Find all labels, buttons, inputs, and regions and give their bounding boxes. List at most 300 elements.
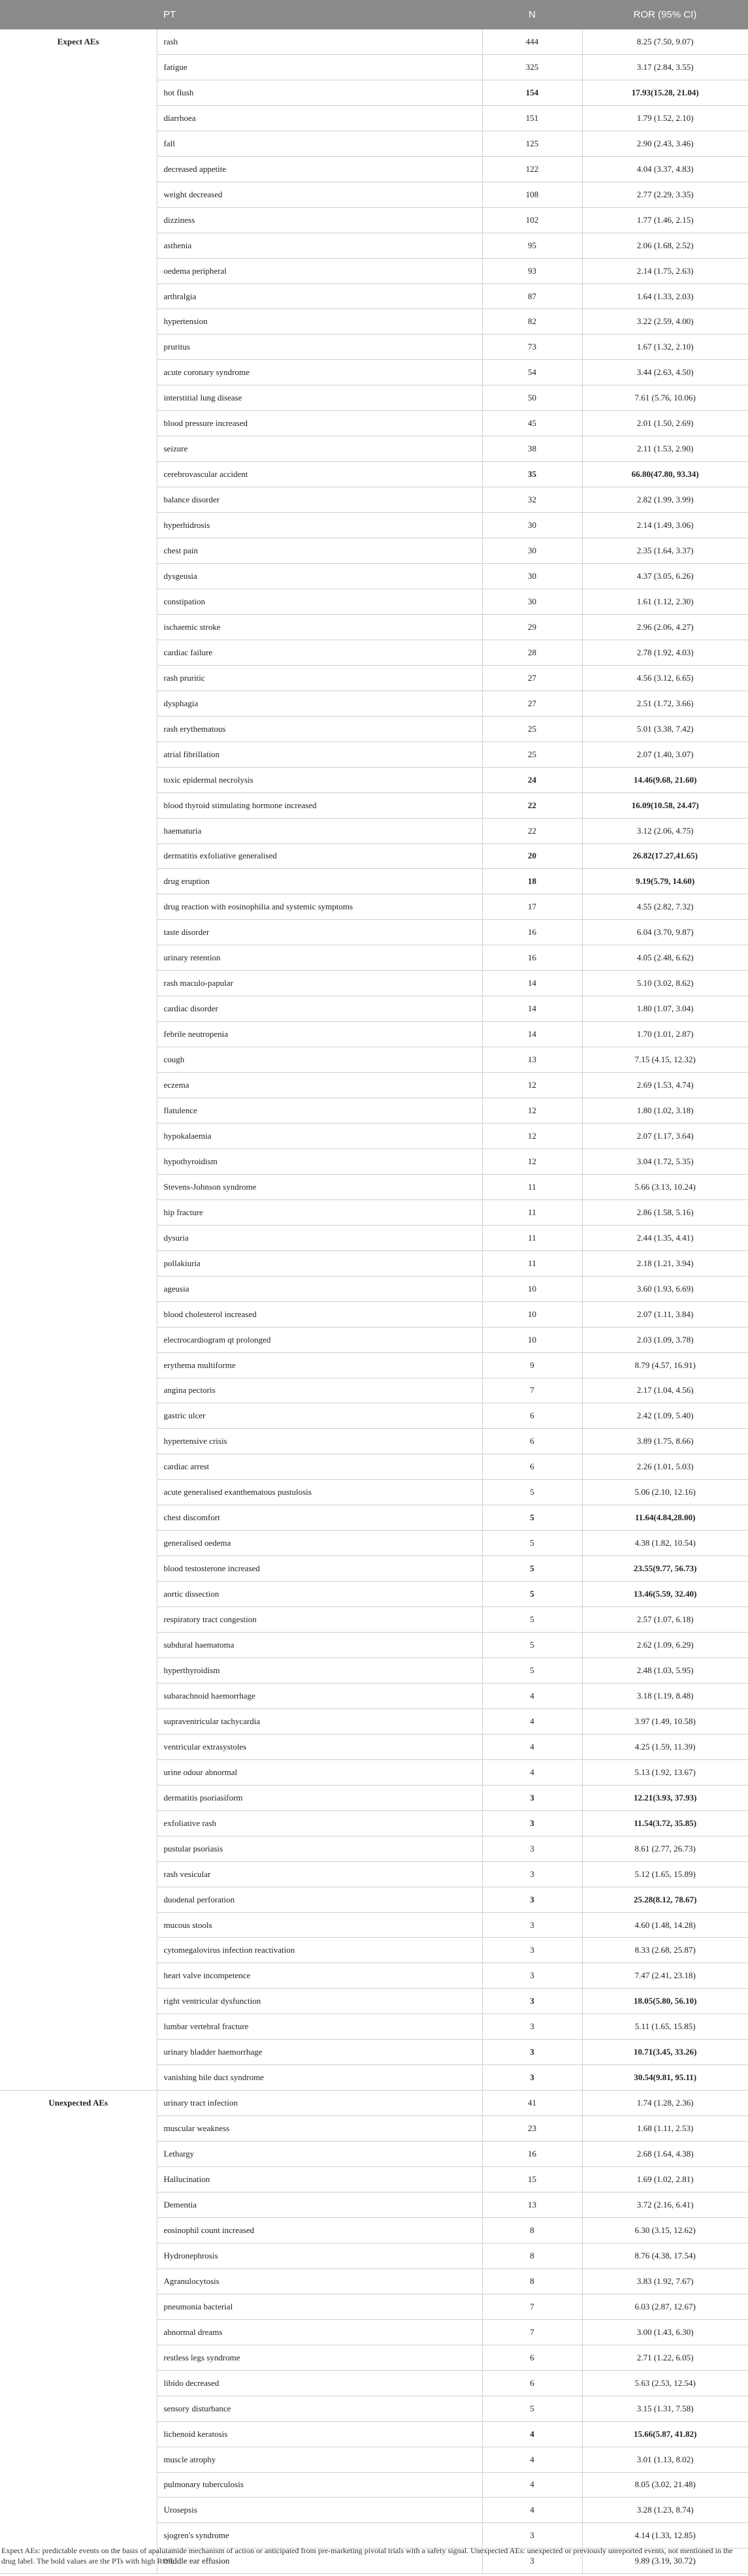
ror-cell: 5.13 (1.92, 13.67) [582, 1759, 748, 1785]
pt-cell: respiratory tract congestion [157, 1607, 482, 1633]
pt-cell: pneumonia bacterial [157, 2294, 482, 2319]
ror-cell: 66.80(47.80, 93.34) [582, 462, 748, 487]
pt-cell: electrocardiogram qt prolonged [157, 1327, 482, 1352]
n-cell: 23 [482, 2116, 582, 2142]
n-cell: 6 [482, 1429, 582, 1454]
pt-cell: pustular psoriasis [157, 1836, 482, 1861]
ror-cell: 8.25 (7.50, 9.07) [582, 29, 748, 54]
ror-cell: 2.68 (1.64, 4.38) [582, 2142, 748, 2167]
pt-cell: eosinophil count increased [157, 2217, 482, 2243]
pt-cell: cytomegalovirus infection reactivation [157, 1938, 482, 1963]
ror-cell: 7.47 (2.41, 23.18) [582, 1963, 748, 1989]
pt-cell: rash erythematous [157, 716, 482, 742]
pt-cell: dizziness [157, 207, 482, 233]
n-cell: 3 [482, 1836, 582, 1861]
ror-cell: 9.89 (3.19, 30.72) [582, 2549, 748, 2574]
ror-cell: 2.01 (1.50, 2.69) [582, 411, 748, 436]
pt-cell: aortic dissection [157, 1582, 482, 1607]
ror-cell: 2.96 (2.06, 4.27) [582, 614, 748, 640]
n-cell: 6 [482, 1454, 582, 1480]
pt-cell: interstitial lung disease [157, 385, 482, 411]
pt-cell: cough [157, 1047, 482, 1073]
ror-cell: 7.15 (4.15, 12.32) [582, 1047, 748, 1073]
pt-cell: sjogren's syndrome [157, 2523, 482, 2549]
n-cell: 22 [482, 818, 582, 843]
n-cell: 6 [482, 2370, 582, 2396]
n-cell: 54 [482, 360, 582, 385]
table-row [0, 29, 748, 54]
ror-cell: 2.07 (1.11, 3.84) [582, 1301, 748, 1327]
pt-cell: constipation [157, 589, 482, 614]
ror-cell: 2.14 (1.49, 3.06) [582, 513, 748, 538]
ror-cell: 17.93(15.28, 21.04) [582, 80, 748, 105]
n-cell: 28 [482, 640, 582, 665]
n-cell: 11 [482, 1250, 582, 1276]
ror-cell: 4.37 (3.05, 6.26) [582, 564, 748, 589]
pt-cell: sensory disturbance [157, 2396, 482, 2421]
pt-cell: right ventricular dysfunction [157, 1989, 482, 2014]
n-cell: 30 [482, 589, 582, 614]
pt-cell: gastric ulcer [157, 1403, 482, 1429]
ror-cell: 1.77 (1.46, 2.15) [582, 207, 748, 233]
n-cell: 154 [482, 80, 582, 105]
ror-cell: 2.57 (1.07, 6.18) [582, 1607, 748, 1633]
n-cell: 14 [482, 1022, 582, 1047]
pt-cell: Hydronephrosis [157, 2243, 482, 2268]
ror-cell: 2.42 (1.09, 5.40) [582, 1403, 748, 1429]
pt-cell: ageusia [157, 1276, 482, 1301]
n-cell: 14 [482, 996, 582, 1022]
n-cell: 25 [482, 716, 582, 742]
n-cell: 20 [482, 843, 582, 869]
ror-cell: 3.00 (1.43, 6.30) [582, 2319, 748, 2345]
ror-cell: 3.15 (1.31, 7.58) [582, 2396, 748, 2421]
pt-cell: drug reaction with eosinophilia and systemic symptoms [157, 894, 482, 920]
n-cell: 13 [482, 2193, 582, 2218]
n-cell: 102 [482, 207, 582, 233]
pt-cell: chest pain [157, 538, 482, 564]
ror-cell: 2.82 (1.99, 3.99) [582, 487, 748, 513]
pt-cell: rash pruritic [157, 665, 482, 691]
pt-cell: vanishing bile duct syndrome [157, 2065, 482, 2091]
n-cell: 45 [482, 411, 582, 436]
n-cell: 50 [482, 385, 582, 411]
n-cell: 5 [482, 1556, 582, 1582]
ror-cell: 13.46(5.59, 32.40) [582, 1582, 748, 1607]
n-cell: 7 [482, 2294, 582, 2319]
n-cell: 4 [482, 1734, 582, 1759]
ror-cell: 1.68 (1.11, 2.53) [582, 2116, 748, 2142]
pt-cell: middle ear effusion [157, 2549, 482, 2574]
pt-cell: generalised oedema [157, 1531, 482, 1556]
n-cell: 12 [482, 1098, 582, 1124]
n-cell: 122 [482, 156, 582, 182]
pt-cell: acute coronary syndrome [157, 360, 482, 385]
n-cell: 30 [482, 513, 582, 538]
ror-cell: 1.64 (1.33, 2.03) [582, 284, 748, 309]
pt-cell: cardiac arrest [157, 1454, 482, 1480]
ror-cell: 3.28 (1.23, 8.74) [582, 2498, 748, 2523]
n-cell: 8 [482, 2268, 582, 2294]
ror-cell: 2.69 (1.53, 4.74) [582, 1073, 748, 1098]
pt-cell: subdural haematoma [157, 1633, 482, 1658]
ror-cell: 1.80 (1.02, 3.18) [582, 1098, 748, 1124]
ror-cell: 3.60 (1.93, 6.69) [582, 1276, 748, 1301]
n-cell: 30 [482, 564, 582, 589]
pt-cell: pulmonary tuberculosis [157, 2472, 482, 2498]
ror-cell: 4.38 (1.82, 10.54) [582, 1531, 748, 1556]
header-group [0, 0, 157, 29]
n-cell: 10 [482, 1301, 582, 1327]
n-cell: 18 [482, 869, 582, 894]
pt-cell: asthenia [157, 233, 482, 258]
ror-cell: 2.14 (1.75, 2.63) [582, 258, 748, 284]
n-cell: 30 [482, 538, 582, 564]
n-cell: 108 [482, 182, 582, 207]
pt-cell: haematuria [157, 818, 482, 843]
pt-cell: lumbar vertebral fracture [157, 2014, 482, 2040]
n-cell: 12 [482, 1073, 582, 1098]
ror-cell: 7.61 (5.76, 10.06) [582, 385, 748, 411]
group-label: Expect AEs [0, 29, 157, 2091]
pt-cell: hypokalaemia [157, 1123, 482, 1149]
n-cell: 32 [482, 487, 582, 513]
pt-cell: urine odour abnormal [157, 1759, 482, 1785]
ror-cell: 5.11 (1.65, 15.85) [582, 2014, 748, 2040]
pt-cell: dysuria [157, 1225, 482, 1250]
pt-cell: hypertensive crisis [157, 1429, 482, 1454]
ror-cell: 9.19(5.79, 14.60) [582, 869, 748, 894]
n-cell: 14 [482, 971, 582, 996]
n-cell: 17 [482, 894, 582, 920]
pt-cell: hot flush [157, 80, 482, 105]
pt-cell: rash [157, 29, 482, 54]
n-cell: 95 [482, 233, 582, 258]
n-cell: 29 [482, 614, 582, 640]
ror-cell: 3.89 (1.75, 8.66) [582, 1429, 748, 1454]
n-cell: 41 [482, 2091, 582, 2116]
ror-cell: 10.71(3.45, 33.26) [582, 2040, 748, 2065]
ror-cell: 3.44 (2.63, 4.50) [582, 360, 748, 385]
header-n: N [482, 0, 582, 29]
n-cell: 11 [482, 1199, 582, 1225]
ror-cell: 23.55(9.77, 56.73) [582, 1556, 748, 1582]
n-cell: 16 [482, 2142, 582, 2167]
n-cell: 4 [482, 2472, 582, 2498]
n-cell: 10 [482, 1276, 582, 1301]
n-cell: 8 [482, 2217, 582, 2243]
pt-cell: muscle atrophy [157, 2447, 482, 2472]
pt-cell: febrile neutropenia [157, 1022, 482, 1047]
pt-cell: fall [157, 131, 482, 156]
ror-cell: 11.64(4.84,28.00) [582, 1505, 748, 1531]
ror-cell: 2.17 (1.04, 4.56) [582, 1378, 748, 1403]
ror-cell: 2.07 (1.40, 3.07) [582, 742, 748, 767]
ror-cell: 16.09(10.58, 24.47) [582, 792, 748, 818]
pt-cell: angina pectoris [157, 1378, 482, 1403]
n-cell: 10 [482, 1327, 582, 1352]
ror-cell: 2.71 (1.22, 6.05) [582, 2345, 748, 2370]
n-cell: 3 [482, 1963, 582, 1989]
ror-cell: 2.77 (2.29, 3.35) [582, 182, 748, 207]
pt-cell: hypothyroidism [157, 1149, 482, 1174]
pt-cell: erythema multiforme [157, 1352, 482, 1378]
pt-cell: diarrhoea [157, 105, 482, 131]
n-cell: 38 [482, 436, 582, 462]
pt-cell: dysgeusia [157, 564, 482, 589]
pt-cell: abnormal dreams [157, 2319, 482, 2345]
pt-cell: blood pressure increased [157, 411, 482, 436]
ror-cell: 2.44 (1.35, 4.41) [582, 1225, 748, 1250]
n-cell: 4 [482, 2498, 582, 2523]
n-cell: 15 [482, 2167, 582, 2193]
ror-cell: 1.74 (1.28, 2.36) [582, 2091, 748, 2116]
ror-cell: 3.22 (2.59, 4.00) [582, 309, 748, 334]
n-cell: 3 [482, 1989, 582, 2014]
pt-cell: rash maculo-papular [157, 971, 482, 996]
ror-cell: 3.01 (1.13, 8.02) [582, 2447, 748, 2472]
ror-cell: 8.05 (3.02, 21.48) [582, 2472, 748, 2498]
n-cell: 3 [482, 2014, 582, 2040]
n-cell: 325 [482, 54, 582, 80]
ror-cell: 5.63 (2.53, 12.54) [582, 2370, 748, 2396]
n-cell: 5 [482, 1480, 582, 1505]
ror-cell: 1.80 (1.07, 3.04) [582, 996, 748, 1022]
n-cell: 3 [482, 1938, 582, 1963]
pt-cell: fatigue [157, 54, 482, 80]
pt-cell: balance disorder [157, 487, 482, 513]
pt-cell: dermatitis psoriasiform [157, 1785, 482, 1810]
ror-cell: 4.05 (2.48, 6.62) [582, 945, 748, 971]
pt-cell: cardiac disorder [157, 996, 482, 1022]
ror-cell: 6.30 (3.15, 12.62) [582, 2217, 748, 2243]
n-cell: 3 [482, 2065, 582, 2091]
pt-cell: oedema peripheral [157, 258, 482, 284]
n-cell: 11 [482, 1225, 582, 1250]
n-cell: 35 [482, 462, 582, 487]
ror-cell: 5.01 (3.38, 7.42) [582, 716, 748, 742]
n-cell: 3 [482, 1785, 582, 1810]
n-cell: 24 [482, 767, 582, 792]
ror-cell: 25.28(8.12, 78.67) [582, 1887, 748, 1912]
n-cell: 12 [482, 1123, 582, 1149]
ror-cell: 2.06 (1.68, 2.52) [582, 233, 748, 258]
pt-cell: urinary tract infection [157, 2091, 482, 2116]
ror-cell: 6.03 (2.87, 12.67) [582, 2294, 748, 2319]
n-cell: 16 [482, 920, 582, 945]
n-cell: 3 [482, 1861, 582, 1887]
n-cell: 3 [482, 2523, 582, 2549]
ror-cell: 15.66(5.87, 41.82) [582, 2421, 748, 2447]
pt-cell: blood thyroid stimulating hormone increased [157, 792, 482, 818]
n-cell: 3 [482, 2549, 582, 2574]
pt-cell: arthralgia [157, 284, 482, 309]
ror-cell: 8.61 (2.77, 26.73) [582, 1836, 748, 1861]
pt-cell: pruritus [157, 334, 482, 360]
n-cell: 7 [482, 2319, 582, 2345]
n-cell: 22 [482, 792, 582, 818]
ror-cell: 8.76 (4.38, 17.54) [582, 2243, 748, 2268]
pt-cell: ventricular extrasystoles [157, 1734, 482, 1759]
group-label: Unexpected AEs [0, 2091, 157, 2574]
pt-cell: taste disorder [157, 920, 482, 945]
n-cell: 82 [482, 309, 582, 334]
ror-cell: 4.60 (1.48, 14.28) [582, 1912, 748, 1938]
n-cell: 87 [482, 284, 582, 309]
n-cell: 151 [482, 105, 582, 131]
pt-cell: exfoliative rash [157, 1810, 482, 1836]
n-cell: 13 [482, 1047, 582, 1073]
ror-cell: 3.04 (1.72, 5.35) [582, 1149, 748, 1174]
n-cell: 5 [482, 1658, 582, 1684]
pt-cell: lichenoid keratosis [157, 2421, 482, 2447]
n-cell: 5 [482, 2396, 582, 2421]
pt-cell: libido decreased [157, 2370, 482, 2396]
pt-cell: seizure [157, 436, 482, 462]
ror-cell: 5.10 (3.02, 8.62) [582, 971, 748, 996]
pt-cell: Dementia [157, 2193, 482, 2218]
ror-cell: 3.97 (1.49, 10.58) [582, 1708, 748, 1734]
pt-cell: muscular weakness [157, 2116, 482, 2142]
ror-cell: 11.54(3.72, 35.85) [582, 1810, 748, 1836]
ror-cell: 5.06 (2.10, 12.16) [582, 1480, 748, 1505]
pt-cell: chest discomfort [157, 1505, 482, 1531]
pt-cell: pollakiuria [157, 1250, 482, 1276]
ror-cell: 2.35 (1.64, 3.37) [582, 538, 748, 564]
n-cell: 93 [482, 258, 582, 284]
n-cell: 9 [482, 1352, 582, 1378]
ror-cell: 3.72 (2.16, 6.41) [582, 2193, 748, 2218]
pt-cell: hyperthyroidism [157, 1658, 482, 1684]
ror-cell: 2.11 (1.53, 2.90) [582, 436, 748, 462]
pt-cell: drug eruption [157, 869, 482, 894]
ror-cell: 4.25 (1.59, 11.39) [582, 1734, 748, 1759]
n-cell: 3 [482, 2040, 582, 2065]
table-footnote: Expect AEs: predictable events on the basis of apalutamide mechanism of action or anticipated from pre-marketing pivotal trials with a safety signal. Unexpected AEs: unexpected or previously unreported events, not mentioned in the drug label. The bold values are the PTs with high ROR. [1, 2546, 733, 2566]
table-header-row [0, 0, 748, 29]
n-cell: 3 [482, 1887, 582, 1912]
ror-cell: 2.18 (1.21, 3.94) [582, 1250, 748, 1276]
ror-cell: 4.04 (3.37, 4.83) [582, 156, 748, 182]
pt-cell: supraventricular tachycardia [157, 1708, 482, 1734]
n-cell: 4 [482, 1759, 582, 1785]
n-cell: 5 [482, 1531, 582, 1556]
ror-cell: 1.69 (1.02, 2.81) [582, 2167, 748, 2193]
n-cell: 4 [482, 1683, 582, 1708]
pt-cell: hypertension [157, 309, 482, 334]
ror-cell: 5.66 (3.13, 10.24) [582, 1174, 748, 1199]
n-cell: 27 [482, 691, 582, 716]
pt-cell: heart valve incompetence [157, 1963, 482, 1989]
header-pt: PT [157, 0, 482, 29]
ror-cell: 26.82(17.27,41.65) [582, 843, 748, 869]
ror-cell: 14.46(9.68, 21.60) [582, 767, 748, 792]
pt-cell: Urosepsis [157, 2498, 482, 2523]
pt-cell: atrial fibrillation [157, 742, 482, 767]
ror-cell: 1.67 (1.32, 2.10) [582, 334, 748, 360]
pt-cell: cardiac failure [157, 640, 482, 665]
n-cell: 125 [482, 131, 582, 156]
ror-cell: 2.03 (1.09, 3.78) [582, 1327, 748, 1352]
ror-cell: 8.79 (4.57, 16.91) [582, 1352, 748, 1378]
pt-cell: Hallucination [157, 2167, 482, 2193]
pt-cell: dermatitis exfoliative generalised [157, 843, 482, 869]
ror-cell: 3.17 (2.84, 3.55) [582, 54, 748, 80]
ror-cell: 4.55 (2.82, 7.32) [582, 894, 748, 920]
ror-cell: 3.12 (2.06, 4.75) [582, 818, 748, 843]
ror-cell: 2.62 (1.09, 6.29) [582, 1633, 748, 1658]
n-cell: 3 [482, 1810, 582, 1836]
n-cell: 5 [482, 1582, 582, 1607]
n-cell: 5 [482, 1633, 582, 1658]
ror-cell: 1.70 (1.01, 2.87) [582, 1022, 748, 1047]
pt-cell: acute generalised exanthematous pustulosis [157, 1480, 482, 1505]
pt-cell: cerebrovascular accident [157, 462, 482, 487]
ror-cell: 2.78 (1.92, 4.03) [582, 640, 748, 665]
ror-cell: 2.48 (1.03, 5.95) [582, 1658, 748, 1684]
pt-cell: ischaemic stroke [157, 614, 482, 640]
pt-cell: weight decreased [157, 182, 482, 207]
ror-cell: 2.90 (2.43, 3.46) [582, 131, 748, 156]
ror-cell: 2.07 (1.17, 3.64) [582, 1123, 748, 1149]
pt-cell: Lethargy [157, 2142, 482, 2167]
pt-cell: rash vesicular [157, 1861, 482, 1887]
n-cell: 11 [482, 1174, 582, 1199]
ror-cell: 12.21(3.93, 37.93) [582, 1785, 748, 1810]
header-ror: ROR (95% CI) [582, 0, 748, 29]
pt-cell: dysphagia [157, 691, 482, 716]
ror-cell: 18.05(5.80, 56.10) [582, 1989, 748, 2014]
ror-cell: 8.33 (2.68, 25.87) [582, 1938, 748, 1963]
n-cell: 444 [482, 29, 582, 54]
n-cell: 27 [482, 665, 582, 691]
pt-cell: Stevens-Johnson syndrome [157, 1174, 482, 1199]
n-cell: 6 [482, 2345, 582, 2370]
pt-cell: eczema [157, 1073, 482, 1098]
pt-cell: Agranulocytosis [157, 2268, 482, 2294]
n-cell: 6 [482, 1403, 582, 1429]
pt-cell: subarachnoid haemorrhage [157, 1683, 482, 1708]
pt-cell: hip fracture [157, 1199, 482, 1225]
n-cell: 12 [482, 1149, 582, 1174]
pt-cell: decreased appetite [157, 156, 482, 182]
n-cell: 16 [482, 945, 582, 971]
ror-cell: 5.12 (1.65, 15.89) [582, 1861, 748, 1887]
pt-cell: hyperhidrosis [157, 513, 482, 538]
ror-cell: 4.56 (3.12, 6.65) [582, 665, 748, 691]
n-cell: 3 [482, 1912, 582, 1938]
n-cell: 73 [482, 334, 582, 360]
ror-cell: 4.14 (1.33, 12.85) [582, 2523, 748, 2549]
ror-cell: 3.18 (1.19, 8.48) [582, 1683, 748, 1708]
ror-cell: 1.61 (1.12, 2.30) [582, 589, 748, 614]
ror-cell: 6.04 (3.70, 9.87) [582, 920, 748, 945]
table-body [0, 29, 748, 2574]
ror-cell: 1.79 (1.52, 2.10) [582, 105, 748, 131]
pt-cell: toxic epidermal necrolysis [157, 767, 482, 792]
table-row [0, 2091, 748, 2116]
ror-cell: 2.26 (1.01, 5.03) [582, 1454, 748, 1480]
ror-cell: 30.54(9.81, 95.11) [582, 2065, 748, 2091]
pt-cell: restless legs syndrome [157, 2345, 482, 2370]
pt-cell: duodenal perforation [157, 1887, 482, 1912]
pt-cell: mucous stools [157, 1912, 482, 1938]
n-cell: 25 [482, 742, 582, 767]
n-cell: 4 [482, 2447, 582, 2472]
pt-cell: blood testosterone increased [157, 1556, 482, 1582]
ror-cell: 3.83 (1.92, 7.67) [582, 2268, 748, 2294]
pt-cell: urinary retention [157, 945, 482, 971]
